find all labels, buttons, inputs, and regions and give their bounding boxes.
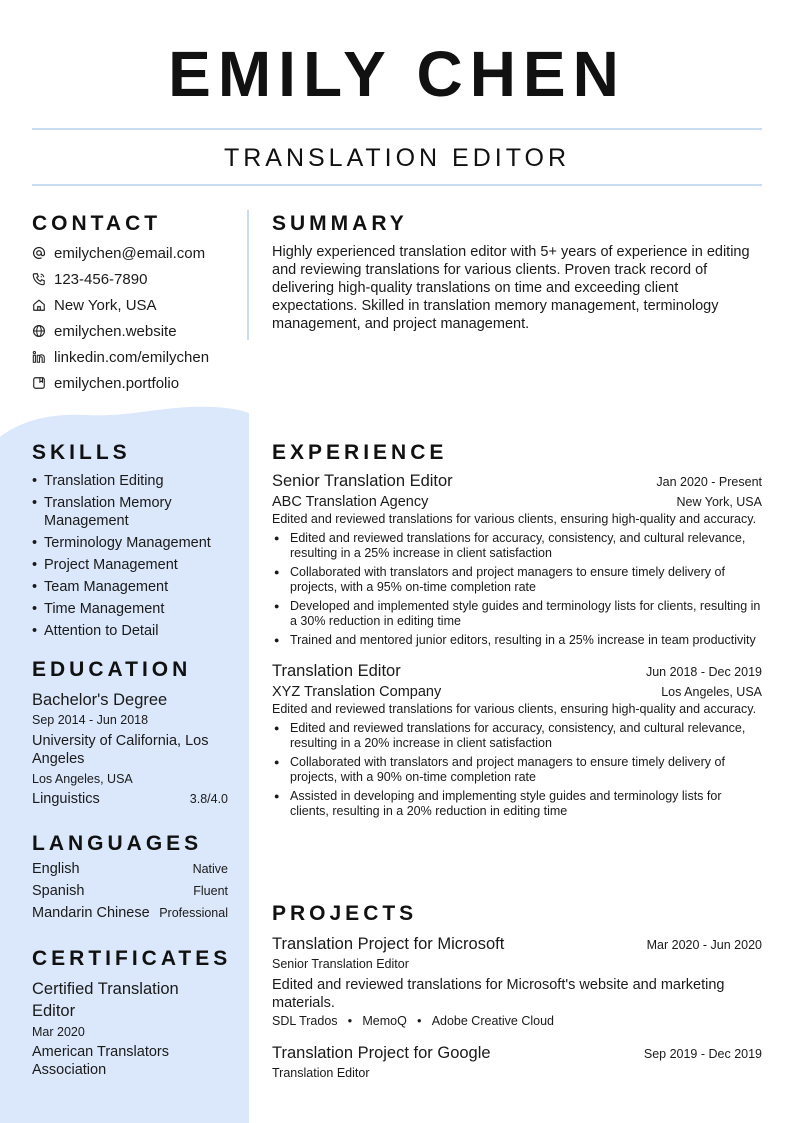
column-divider — [247, 210, 249, 340]
summary-text: Highly experienced translation editor with 5+ years of experience in editing and reviewing translations for various clients. Proven track record of delivering high-quality translations on time and exceeding client expectations. Skilled in translation memory management, terminology management, and project management. — [272, 244, 750, 332]
candidate-name: EMILY CHEN — [168, 38, 626, 110]
job-bullet: ● Collaborated with translators and project managers to ensure timely delivery of projects, with a 90% on-time completion rate — [272, 755, 762, 785]
education-section — [32, 657, 228, 808]
job-company: XYZ Translation Company — [272, 684, 442, 700]
tool-tag: Adobe Creative Cloud — [431, 1014, 554, 1028]
education-gpa: 3.8/4.0 — [189, 792, 228, 806]
tool-tag: SDL Trados — [272, 1014, 338, 1028]
skill-item: • Project Management — [32, 556, 228, 574]
globe-icon — [32, 324, 46, 338]
header-divider-top — [32, 128, 762, 130]
header-divider-bottom — [32, 184, 762, 186]
skill-item: • Terminology Management — [32, 534, 228, 552]
linkedin-icon — [32, 350, 46, 364]
contact-phone-text: 123-456-7890 — [54, 270, 148, 288]
skill-item: • Translation Editing — [32, 472, 228, 490]
project-role: Senior Translation Editor — [272, 957, 409, 971]
phone-icon — [32, 272, 46, 286]
summary-heading: SUMMARY — [272, 212, 408, 235]
skill-item: • Translation Memory Management — [32, 494, 228, 530]
education-degree: Bachelor's Degree — [32, 691, 168, 709]
contact-location — [32, 292, 228, 318]
education-dates: Sep 2014 - Jun 2018 — [32, 713, 149, 727]
certificate-issuer: American Translators Association — [32, 1044, 169, 1078]
language-row — [32, 883, 228, 905]
contact-website-text: emilychen.website — [54, 322, 177, 340]
experience-section — [272, 440, 762, 823]
job-location: New York, USA — [676, 495, 762, 509]
job-location: Los Angeles, USA — [661, 685, 762, 699]
job-entry — [272, 470, 762, 648]
project-title: Translation Project for Microsoft — [272, 935, 505, 953]
language-name: Mandarin Chinese — [32, 905, 150, 921]
project-entry — [272, 1042, 762, 1082]
job-entry — [272, 660, 762, 819]
contact-portfolio[interactable] — [32, 370, 228, 396]
education-heading: EDUCATION — [32, 658, 192, 681]
skills-section — [32, 440, 228, 644]
experience-heading: EXPERIENCE — [272, 441, 448, 464]
skill-item: • Attention to Detail — [32, 622, 228, 640]
education-field: Linguistics — [32, 791, 100, 807]
job-bullet: ● Edited and reviewed translations for accuracy, consistency, and cultural relevance, resulting in a 25% increase in client satisfaction — [272, 531, 762, 561]
project-title: Translation Project for Google — [272, 1044, 491, 1062]
job-title: Translation Editor — [272, 662, 401, 680]
skills-heading: SKILLS — [32, 441, 131, 464]
language-row — [32, 861, 228, 883]
language-row — [32, 905, 228, 927]
job-title: Senior Translation Editor — [272, 472, 453, 490]
contact-heading: CONTACT — [32, 212, 162, 235]
contact-phone[interactable] — [32, 266, 228, 292]
certificates-heading: CERTIFICATES — [32, 947, 232, 970]
project-dates: Mar 2020 - Jun 2020 — [646, 938, 762, 952]
job-description: Edited and reviewed translations for various clients, ensuring high-quality and accuracy. — [272, 702, 757, 716]
job-company: ABC Translation Agency — [272, 494, 429, 510]
contact-portfolio-text: emilychen.portfolio — [54, 374, 180, 392]
contact-email[interactable] — [32, 240, 228, 266]
contact-location-text: New York, USA — [54, 296, 157, 314]
language-level: Professional — [159, 906, 228, 920]
job-bullet: ● Edited and reviewed translations for accuracy, consistency, and cultural relevance, resulting in a 20% increase in client satisfaction — [272, 721, 762, 751]
contact-website[interactable] — [32, 318, 228, 344]
language-level: Native — [192, 862, 228, 876]
language-name: English — [32, 861, 80, 877]
project-role: Translation Editor — [272, 1066, 370, 1080]
job-dates: Jun 2018 - Dec 2019 — [645, 665, 762, 679]
certificate-date: Mar 2020 — [32, 1025, 85, 1039]
contact-email-text: emilychen@email.com — [54, 244, 206, 262]
job-bullet: ● Collaborated with translators and project managers to ensure timely delivery of projects, with a 95% on-time completion rate — [272, 565, 762, 595]
job-bullet: ● Developed and implemented style guides and terminology lists for clients, resulting in a 30% reduction in editing time — [272, 599, 762, 629]
language-level: Fluent — [193, 884, 228, 898]
projects-section — [272, 901, 762, 1082]
job-bullet: ● Assisted in developing and implementing style guides and terminology lists for clients, resulting in a 20% reduction in editing time — [272, 789, 762, 819]
project-entry — [272, 933, 762, 1030]
contact-section — [32, 211, 228, 396]
job-bullet: ● Trained and mentored junior editors, resulting in a 25% increase in team productivity — [272, 633, 762, 648]
job-title: TRANSLATION EDITOR — [223, 144, 571, 172]
education-location: Los Angeles, USA — [32, 772, 133, 786]
portfolio-icon — [32, 376, 46, 390]
skill-item: • Team Management — [32, 578, 228, 596]
certificate-name: Certified Translation Editor — [32, 980, 179, 1020]
language-name: Spanish — [32, 883, 85, 899]
skill-item: • Time Management — [32, 600, 228, 618]
separator-dot: ● — [416, 1016, 422, 1025]
project-dates: Sep 2019 - Dec 2019 — [643, 1047, 762, 1061]
projects-heading: PROJECTS — [272, 902, 418, 925]
certificates-section — [32, 946, 232, 1079]
contact-linkedin[interactable] — [32, 344, 228, 370]
summary-section — [272, 211, 762, 333]
separator-dot: ● — [347, 1016, 353, 1025]
home-icon — [32, 298, 46, 312]
languages-heading: LANGUAGES — [32, 832, 203, 855]
languages-section — [32, 831, 228, 927]
project-tools — [272, 1012, 762, 1030]
education-school: University of California, Los Angeles — [32, 733, 209, 767]
at-icon — [32, 246, 46, 260]
tool-tag: MemoQ — [362, 1014, 407, 1028]
job-description: Edited and reviewed translations for various clients, ensuring high-quality and accuracy. — [272, 512, 757, 526]
job-dates: Jan 2020 - Present — [656, 475, 762, 489]
project-description: Edited and reviewed translations for Microsoft's website and marketing materials. — [272, 977, 725, 1011]
contact-linkedin-text: linkedin.com/emilychen — [54, 348, 210, 366]
